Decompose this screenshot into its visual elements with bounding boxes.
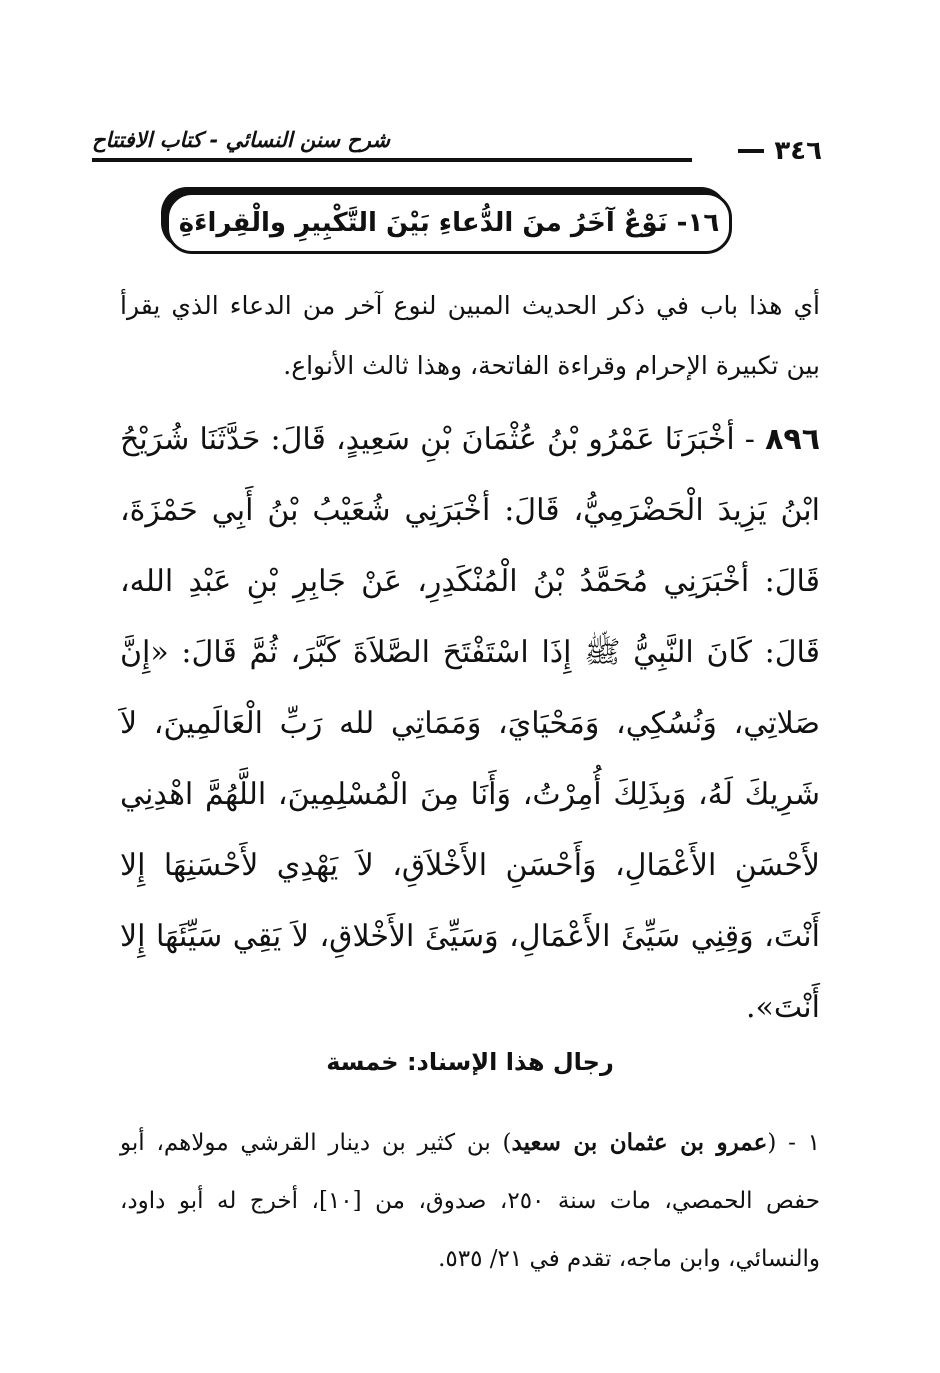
chapter-title: ١٦- نَوْعٌ آخَرُ منَ الدُّعاءِ بَيْنَ التَّكْبِيرِ والْقِراءَةِ <box>178 208 720 238</box>
section-heading: رجال هذا الإسناد: خمسة <box>326 1048 614 1076</box>
running-header <box>92 128 822 172</box>
page-number-dash <box>738 149 764 153</box>
page-number-text: ٣٤٦ <box>774 136 822 166</box>
narrator-paragraph <box>120 1114 820 1288</box>
hadith-text: - أخْبَرَنَا عَمْرُو بْنُ عُثْمَانَ بْنِ سَعِيدٍ، قَالَ: حَدَّثَنَا شُرَيْحُ ابْنُ يَزِيدَ الْحَضْرَمِيُّ، قَالَ: أخْبَرَنِي شُعَيْبُ بْنُ أَبِي حَمْزَةَ، قَالَ: أخْبَرَنِي مُحَمَّدُ بْنُ الْمُنْكَدِرِ، عَنْ جَابِرِ بْنِ عَبْدِ الله، قَالَ: كَانَ النَّبِيُّ ﷺ إِذَا اسْتَفْتَحَ الصَّلاَةَ كَبَّرَ، ثُمَّ قَالَ: «إِنَّ صَلاتِي، وَنُسُكِي، وَمَحْيَايَ، وَمَمَاتِي لله رَبِّ الْعَالَمِينَ، لاَ شَرِيكَ لَهُ، وَبِذَلِكَ أُمِرْتُ، وَأَنَا مِنَ الْمُسْلِمِينَ، اللَّهُمَّ اهْدِنِي لأَحْسَنِ الأَعْمَالِ، وَأَحْسَنِ الأَخْلاَقِ، لاَ يَهْدِي لأَحْسَنِهَا إِلا أَنْتَ، وَقِنِي سَيِّئَ الأَعْمَالِ، وَسَيِّئَ الأَخْلاقِ، لاَ يَقِي سَيِّئَهَا إِلا أَنْتَ». <box>120 422 820 1025</box>
header-rule <box>92 158 692 162</box>
narrator-details: ) بن كثير بن دينار القرشي مولاهم، أبو حفص الحمصي، مات سنة ٢٥٠، صدوق، من [١٠]، أخرج له أبو داود، والنسائي، وابن ماجه، تقدم في ٢١/ ٥٣٥. <box>120 1130 821 1272</box>
hadith-number: ٨٩٦ <box>765 422 821 457</box>
page-number <box>738 136 822 166</box>
running-title: شرح سنن النسائي - كتاب الافتتاح <box>92 128 390 152</box>
chapter-heading-box <box>166 192 732 254</box>
hadith-paragraph <box>120 404 820 1043</box>
intro-paragraph: أي هذا باب في ذكر الحديث المبين لنوع آخر من الدعاء الذي يقرأ بين تكبيرة الإحرام وقراءة الفاتحة، وهذا ثالث الأنواع. <box>120 291 820 380</box>
narrator-prefix: ١ - ( <box>767 1130 820 1156</box>
narrator-name: عمرو بن عثمان بن سعيد <box>511 1129 768 1156</box>
